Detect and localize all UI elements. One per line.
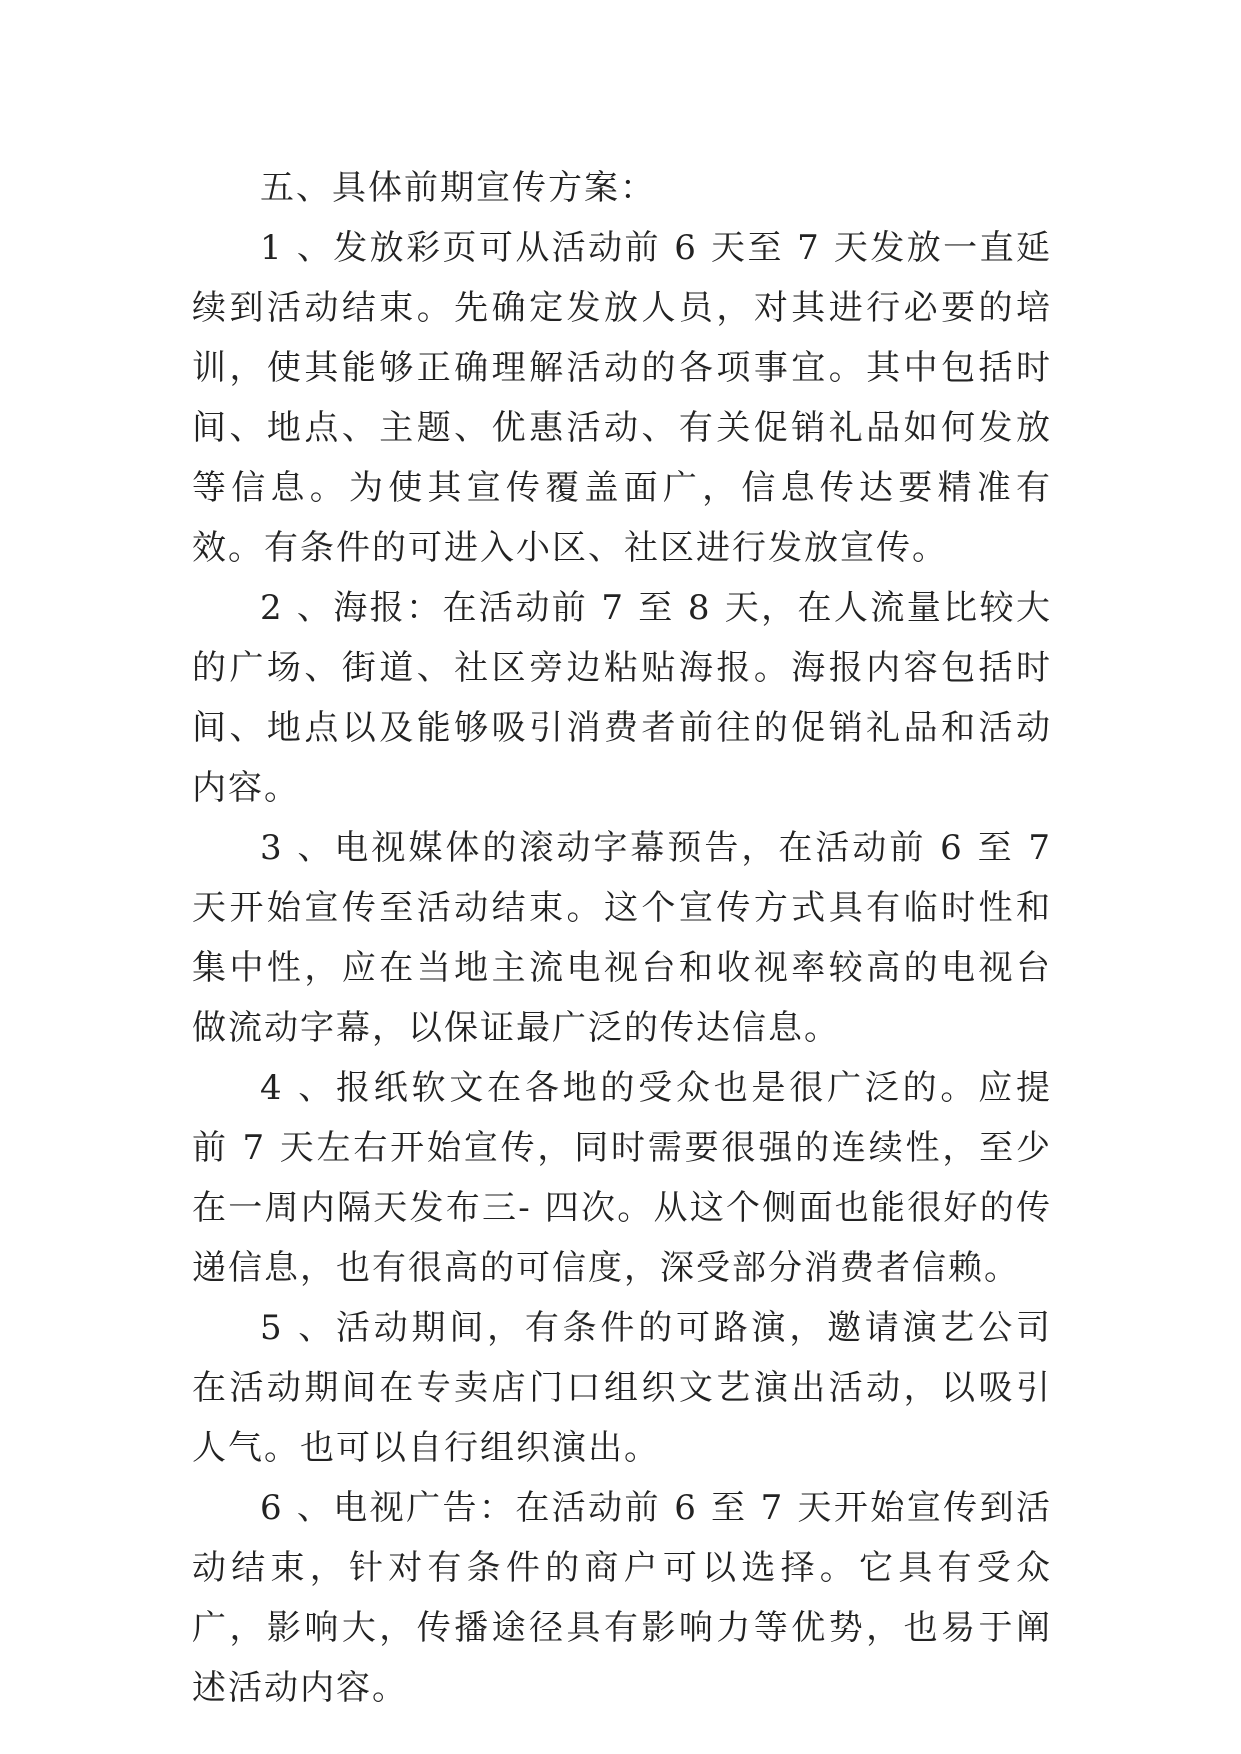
paragraph-4: 4 、报纸软文在各地的受众也是很广泛的。应提前 7 天左右开始宣传，同时需要很强的连续性，至少在一周内隔天发布三- 四次。从这个侧面也能很好的传递信息，也有很高的可信度，深受部分消费者信赖。: [192, 1068, 1052, 1288]
paragraph-3: 3 、电视媒体的滚动字幕预告，在活动前 6 至 7 天开始宣传至活动结束。这个宣传方式具有临时性和集中性，应在当地主流电视台和收视率较高的电视台做流动字幕，以保证最广泛的传达信息。: [192, 828, 1052, 1048]
paragraph-5: 5 、活动期间，有条件的可路演，邀请演艺公司在活动期间在专卖店门口组织文艺演出活动，以吸引人气。也可以自行组织演出。: [192, 1308, 1052, 1468]
document-body: [192, 158, 1052, 1718]
section-heading: 五、具体前期宣传方案：: [260, 168, 656, 208]
paragraph-1: 1 、发放彩页可从活动前 6 天至 7 天发放一直延续到活动结束。先确定发放人员，对其进行必要的培训，使其能够正确理解活动的各项事宜。其中包括时间、地点、主题、优惠活动、有关促销礼品如何发放等信息。为使其宣传覆盖面广，信息传达要精准有效。有条件的可进入小区、社区进行发放宣传。: [192, 228, 1052, 568]
paragraph-2: 2 、海报：在活动前 7 至 8 天，在人流量比较大的广场、街道、社区旁边粘贴海报。海报内容包括时间、地点以及能够吸引消费者前往的促销礼品和活动内容。: [192, 588, 1052, 808]
paragraph-6: 6 、电视广告：在活动前 6 至 7 天开始宣传到活动结束，针对有条件的商户可以选择。它具有受众广，影响大，传播途径具有影响力等优势，也易于阐述活动内容。: [192, 1488, 1052, 1708]
